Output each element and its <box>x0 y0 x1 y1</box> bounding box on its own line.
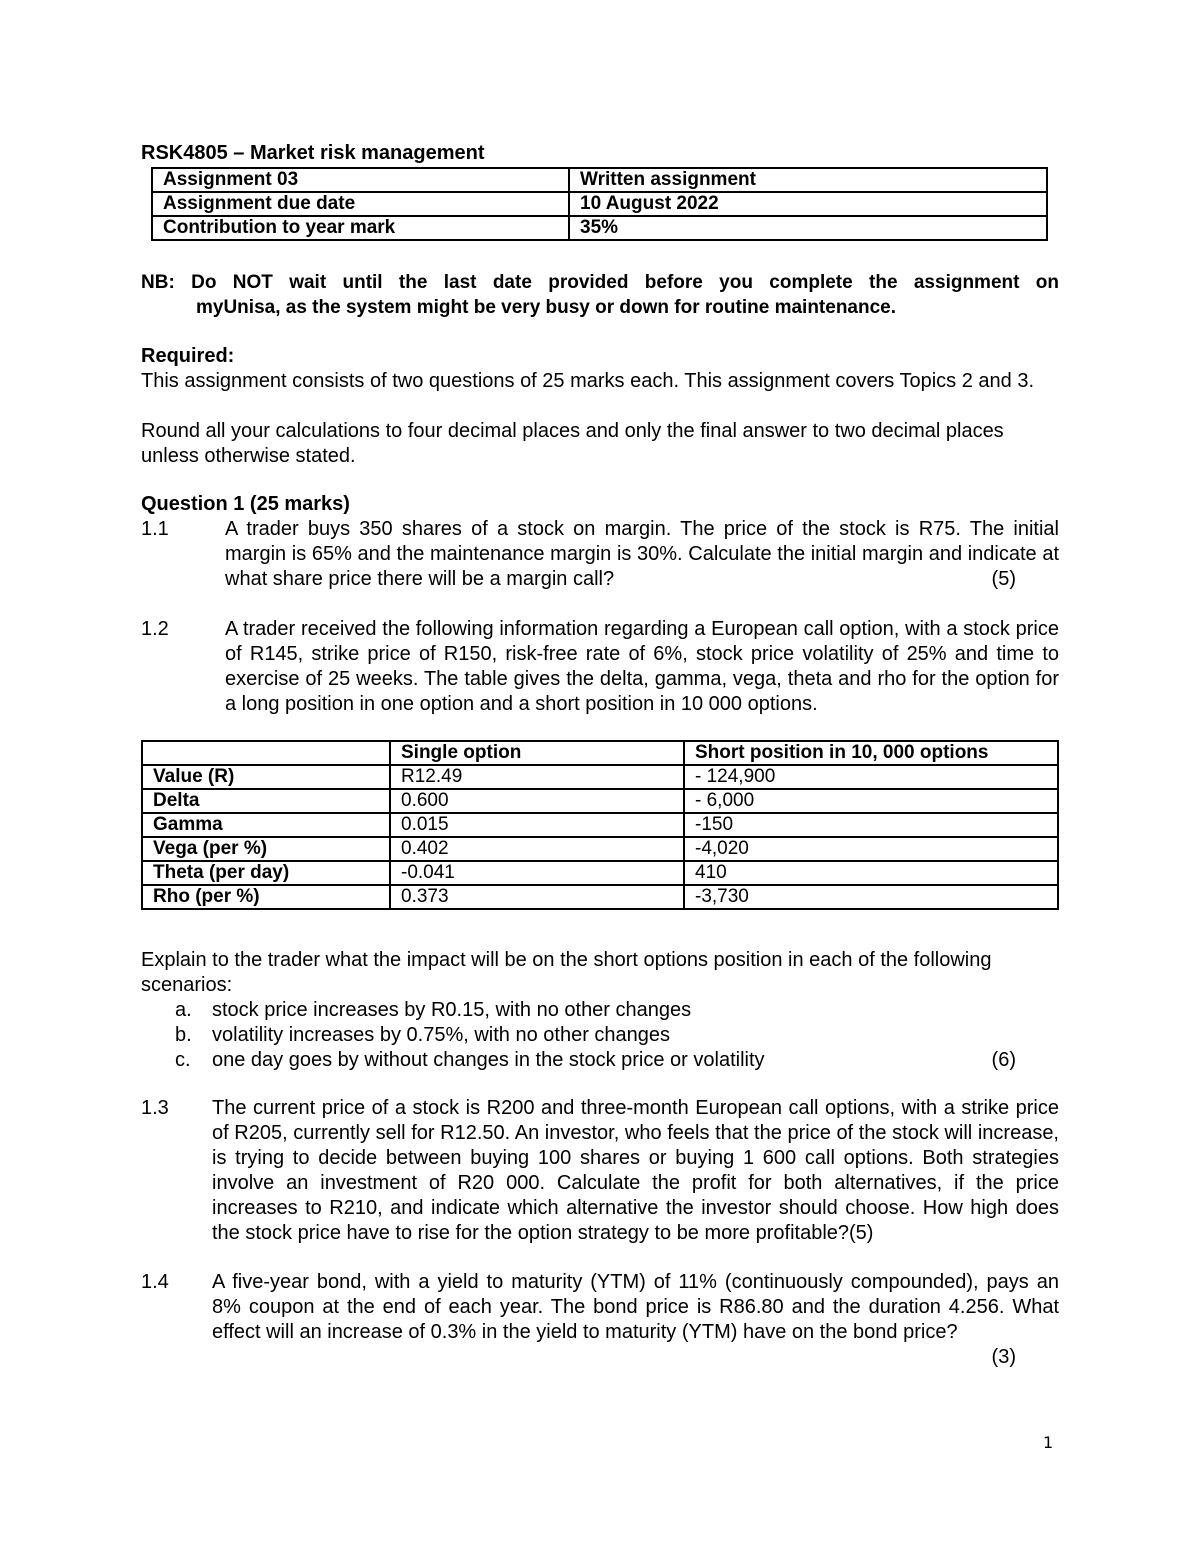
document-title: RSK4805 – Market risk management <box>141 142 485 164</box>
table-row <box>152 168 1047 192</box>
table-row <box>142 861 1058 885</box>
scenarios-intro: Explain to the trader what the impact will be on the short options position in each of the following scenarios: <box>141 949 992 996</box>
question-marks: (5) <box>991 568 1016 590</box>
list-text: one day goes by without changes in the stock price or volatility <box>212 1049 765 1071</box>
question-number: 1.2 <box>141 618 169 640</box>
table-header-row <box>142 741 1058 765</box>
table-cell: - 124,900 <box>684 765 1058 789</box>
question-text: The current price of a stock is R200 and three-month European call options, with a strike price of R205, currently sell for R12.50. An investor, who feels that the price of the stock will increase, is trying to decide between buying 100 shares or buying 1 600 call options. Both strategies involve an investment of R20 000. Calculate the profit for both alternatives, if the price increases to R210, and indicate which alternative the investor should choose. How high does the stock price have to rise for the option strategy to be more profitable? <box>212 1097 1059 1244</box>
info-value: 10 August 2022 <box>569 192 1047 216</box>
required-heading: Required: <box>141 345 235 367</box>
table-row <box>142 837 1058 861</box>
question-number: 1.3 <box>141 1097 169 1119</box>
table-row <box>142 765 1058 789</box>
list-letter: a. <box>175 999 192 1021</box>
row-label: Gamma <box>142 813 390 837</box>
info-label: Assignment due date <box>152 192 569 216</box>
list-text: volatility increases by 0.75%, with no other changes <box>212 1024 671 1046</box>
table-row <box>152 192 1047 216</box>
list-letter: c. <box>175 1049 191 1071</box>
list-item <box>141 1023 1059 1048</box>
nb-line-1: NB: Do NOT wait until the last date provided before you complete the assignment on <box>141 272 1059 293</box>
row-label: Vega (per %) <box>142 837 390 861</box>
row-label: Rho (per %) <box>142 885 390 909</box>
question-text: A trader buys 350 shares of a stock on margin. The price of the stock is R75. The initial margin is 65% and the maintenance margin is 30%. Calculate the initial margin and indicate at what share price there will be a margin call? <box>225 518 1059 590</box>
required-paragraph-1: This assignment consists of two questions of 25 marks each. This assignment covers Topics 2 and 3. <box>141 370 1035 392</box>
table-row <box>142 789 1058 813</box>
table-cell: - 6,000 <box>684 789 1058 813</box>
list-item <box>141 998 1059 1023</box>
table-cell: 0.600 <box>390 789 684 813</box>
required-paragraph-2: Round all your calculations to four decimal places and only the final answer to two decimal places unless otherwise stated. <box>141 420 1004 467</box>
table-cell: 0.015 <box>390 813 684 837</box>
list-letter: b. <box>175 1024 192 1046</box>
question-marks: (5) <box>849 1222 874 1244</box>
assignment-info-table <box>151 167 1048 241</box>
table-cell: 0.373 <box>390 885 684 909</box>
info-value: Written assignment <box>569 168 1047 192</box>
table-cell: -4,020 <box>684 837 1058 861</box>
table-header <box>142 741 390 765</box>
question-number: 1.1 <box>141 518 169 540</box>
list-item <box>141 1048 1059 1073</box>
question-marks: (6) <box>991 1049 1016 1071</box>
table-header: Single option <box>390 741 684 765</box>
row-label: Value (R) <box>142 765 390 789</box>
table-cell: -3,730 <box>684 885 1058 909</box>
question-1-heading: Question 1 (25 marks) <box>141 493 350 515</box>
info-value: 35% <box>569 216 1047 240</box>
row-label: Delta <box>142 789 390 813</box>
scenarios <box>141 948 1059 1073</box>
table-cell: R12.49 <box>390 765 684 789</box>
list-text: stock price increases by R0.15, with no other changes <box>212 999 692 1021</box>
info-label: Assignment 03 <box>152 168 569 192</box>
table-header: Short position in 10, 000 options <box>684 741 1058 765</box>
table-cell: 410 <box>684 861 1058 885</box>
table-cell: -150 <box>684 813 1058 837</box>
nb-line-2: myUnisa, as the system might be very busy or down for routine maintenance. <box>196 297 897 318</box>
row-label: Theta (per day) <box>142 861 390 885</box>
greeks-table <box>141 740 1059 910</box>
table-cell: 0.402 <box>390 837 684 861</box>
question-1-4 <box>141 1270 1059 1370</box>
table-row <box>152 216 1047 240</box>
info-label: Contribution to year mark <box>152 216 569 240</box>
table-cell: -0.041 <box>390 861 684 885</box>
question-text: A trader received the following information regarding a European call option, with a stock price of R145, strike price of R150, risk-free rate of 6%, stock price volatility of 25% and time to exercise of 25 weeks. The table gives the delta, gamma, vega, theta and rho for the option for a long position in one option and a short position in 10 000 options. <box>225 618 1059 715</box>
question-number: 1.4 <box>141 1271 169 1293</box>
table-row <box>142 813 1058 837</box>
question-text: A five-year bond, with a yield to maturity (YTM) of 11% (continuously compounded), pays an 8% coupon at the end of each year. The bond price is R86.80 and the duration 4.256. What effect will an increase of 0.3% in the yield to maturity (YTM) have on the bond price? <box>212 1271 1059 1343</box>
page-number: 1 <box>1043 1433 1054 1452</box>
table-row <box>142 885 1058 909</box>
question-1-3 <box>141 1096 1059 1246</box>
question-1-2 <box>141 617 1059 717</box>
question-marks: (3) <box>991 1346 1016 1368</box>
question-1-1 <box>141 517 1059 592</box>
nb-notice <box>141 270 1059 320</box>
